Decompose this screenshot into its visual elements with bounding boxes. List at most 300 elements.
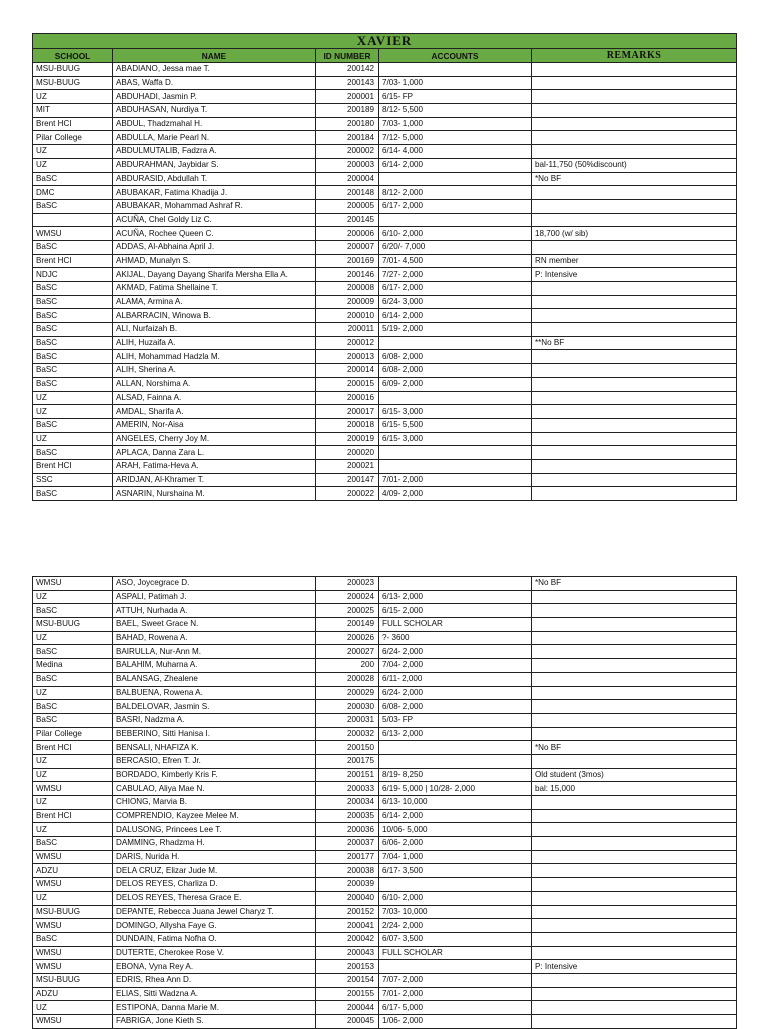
table-row [33,186,737,200]
cell-id: 200169 [316,254,379,268]
cell-accounts: 6/17- 5,000 [379,1001,532,1015]
cell-name: ABDUL, Thadzmahal H. [113,117,316,131]
cell-remarks [532,487,737,501]
cell-name: DELOS REYES, Theresa Grace E. [113,891,316,905]
cell-name: ACUÑA, Rochee Queen C. [113,227,316,241]
cell-accounts: 6/11- 2,000 [379,672,532,686]
cell-id: 200026 [316,631,379,645]
cell-school: BaSC [33,700,113,714]
cell-name: ABAS, Waffa D. [113,76,316,90]
cell-accounts: 6/15- 5,500 [379,418,532,432]
cell-accounts: 6/15- 3,000 [379,405,532,419]
table-row [33,391,737,405]
cell-accounts: 6/09- 2,000 [379,377,532,391]
cell-remarks [532,405,737,419]
cell-name: BAHAD, Rowena A. [113,631,316,645]
cell-remarks [532,686,737,700]
cell-accounts: 6/14- 2,000 [379,809,532,823]
cell-school: BaSC [33,377,113,391]
cell-name: ABDULLA, Marie Pearl N. [113,131,316,145]
table-row [33,227,737,241]
cell-remarks [532,282,737,296]
cell-id: 200147 [316,473,379,487]
cell-school: UZ [33,796,113,810]
cell-remarks [532,727,737,741]
cell-school: UZ [33,391,113,405]
cell-school [33,213,113,227]
cell-remarks [532,364,737,378]
cell-school: WMSU [33,850,113,864]
cell-remarks [532,350,737,364]
cell-school: ADZU [33,987,113,1001]
cell-accounts: 7/04- 2,000 [379,659,532,673]
cell-school: BaSC [33,282,113,296]
cell-id: 200017 [316,405,379,419]
cell-id: 200025 [316,604,379,618]
cell-accounts: 6/10- 2,000 [379,891,532,905]
cell-remarks [532,919,737,933]
cell-accounts: 6/14- 2,000 [379,309,532,323]
cell-name: ARAH, Fatima-Heva A. [113,459,316,473]
cell-school: BaSC [33,604,113,618]
cell-name: CHIONG, Marvia B. [113,796,316,810]
cell-remarks [532,618,737,632]
table-row [33,459,737,473]
table-row [33,905,737,919]
table-row [33,63,737,77]
cell-remarks [532,645,737,659]
cell-id: 200015 [316,377,379,391]
cell-name: BORDADO, Kimberly Kris F. [113,768,316,782]
table-row [33,90,737,104]
cell-accounts [379,459,532,473]
cell-remarks [532,659,737,673]
table-row [33,487,737,501]
cell-school: MSU-BUUG [33,905,113,919]
table-row [33,117,737,131]
cell-id: 200043 [316,946,379,960]
cell-school: WMSU [33,782,113,796]
table-row [33,282,737,296]
table-row [33,213,737,227]
cell-accounts: 7/12- 5,000 [379,131,532,145]
cell-id: 200020 [316,446,379,460]
cell-remarks [532,63,737,77]
table-row [33,659,737,673]
cell-id: 200189 [316,104,379,118]
cell-remarks [532,446,737,460]
cell-remarks [532,1015,737,1029]
cell-accounts: 6/15- 3,000 [379,432,532,446]
table-row [33,960,737,974]
student-table-2 [32,576,737,1029]
cell-accounts [379,446,532,460]
cell-remarks [532,418,737,432]
cell-id: 200021 [316,459,379,473]
cell-id: 200146 [316,268,379,282]
cell-name: AKMAD, Fatima Shellaine T. [113,282,316,296]
cell-school: BaSC [33,240,113,254]
table-row [33,850,737,864]
cell-school: Medina [33,659,113,673]
cell-id: 200177 [316,850,379,864]
cell-remarks: P: Intensive [532,960,737,974]
table-row [33,604,737,618]
cell-school: Brent HCI [33,117,113,131]
table-row [33,577,737,591]
table-2-body [33,577,737,1029]
cell-name: ALAMA, Armina A. [113,295,316,309]
cell-accounts: 6/17- 2,000 [379,282,532,296]
cell-school: SSC [33,473,113,487]
cell-accounts: 7/27- 2,000 [379,268,532,282]
cell-accounts: 6/13- 10,000 [379,796,532,810]
header-remarks: REMARKS [532,49,737,63]
cell-name: EDRIS, Rhea Ann D. [113,973,316,987]
cell-accounts: FULL SCHOLAR [379,946,532,960]
table-1-body [33,63,737,501]
cell-school: Pilar College [33,727,113,741]
cell-remarks [532,1001,737,1015]
cell-id: 200038 [316,864,379,878]
cell-remarks [532,323,737,337]
cell-school: MSU-BUUG [33,618,113,632]
cell-id: 200010 [316,309,379,323]
cell-school: WMSU [33,960,113,974]
cell-accounts: 6/17- 3,500 [379,864,532,878]
cell-id: 200031 [316,713,379,727]
cell-accounts [379,213,532,227]
cell-id: 200018 [316,418,379,432]
cell-name: ATTUH, Nurhada A. [113,604,316,618]
table-row [33,323,737,337]
cell-remarks [532,809,737,823]
cell-id: 200027 [316,645,379,659]
cell-id: 200151 [316,768,379,782]
cell-school: Brent HCI [33,741,113,755]
cell-id: 200029 [316,686,379,700]
cell-name: AHMAD, Munalyn S. [113,254,316,268]
table-row [33,837,737,851]
cell-name: ALSAD, Fainna A. [113,391,316,405]
cell-school: Brent HCI [33,809,113,823]
cell-accounts [379,960,532,974]
cell-id: 200034 [316,796,379,810]
cell-id: 200145 [316,213,379,227]
cell-name: ESTIPONA, Danna Marie M. [113,1001,316,1015]
cell-accounts: 6/13- 2,000 [379,727,532,741]
table-row [33,796,737,810]
cell-accounts [379,172,532,186]
cell-remarks: bal-11,750 (50%discount) [532,158,737,172]
cell-accounts [379,391,532,405]
cell-accounts: 6/17- 2,000 [379,199,532,213]
cell-school: BaSC [33,350,113,364]
cell-remarks [532,459,737,473]
cell-remarks [532,891,737,905]
cell-school: BaSC [33,837,113,851]
cell-remarks [532,473,737,487]
cell-remarks: 18,700 (w/ sib) [532,227,737,241]
cell-school: MSU-BUUG [33,973,113,987]
cell-school: Brent HCI [33,459,113,473]
cell-name: ABDUHASAN, Nurdiya T. [113,104,316,118]
cell-id: 200175 [316,754,379,768]
cell-id: 200028 [316,672,379,686]
cell-school: WMSU [33,227,113,241]
cell-school: WMSU [33,577,113,591]
cell-name: FABRIGA, Jone Kieth S. [113,1015,316,1029]
cell-id: 200014 [316,364,379,378]
table-row [33,364,737,378]
cell-name: ABADIANO, Jessa mae T. [113,63,316,77]
cell-name: ABDURASID, Abdullah T. [113,172,316,186]
cell-school: BaSC [33,336,113,350]
cell-id: 200153 [316,960,379,974]
cell-id: 200022 [316,487,379,501]
cell-school: WMSU [33,878,113,892]
table-row [33,418,737,432]
cell-name: ANGELES, Cherry Joy M. [113,432,316,446]
table-row [33,240,737,254]
cell-id: 200042 [316,932,379,946]
cell-accounts [379,741,532,755]
cell-school: ADZU [33,864,113,878]
cell-school: UZ [33,768,113,782]
header-row [33,49,737,63]
cell-id: 200013 [316,350,379,364]
cell-remarks [532,295,737,309]
table-row [33,1015,737,1029]
cell-remarks [532,186,737,200]
cell-school: UZ [33,90,113,104]
cell-remarks: *No BF [532,577,737,591]
cell-remarks: Old student (3mos) [532,768,737,782]
cell-name: ELIAS, Sitti Wadzna A. [113,987,316,1001]
cell-name: ARIDJAN, Al-Khramer T. [113,473,316,487]
cell-name: ASNARIN, Nurshaina M. [113,487,316,501]
cell-school: BaSC [33,672,113,686]
table-row [33,131,737,145]
cell-accounts: 6/24- 2,000 [379,645,532,659]
table-row [33,672,737,686]
cell-accounts: 6/08- 2,000 [379,350,532,364]
table-row [33,145,737,159]
cell-name: AMDAL, Sharifa A. [113,405,316,419]
cell-id: 200033 [316,782,379,796]
cell-remarks [532,754,737,768]
cell-school: NDJC [33,268,113,282]
table-row [33,590,737,604]
table-row [33,199,737,213]
cell-school: UZ [33,891,113,905]
table-row [33,158,737,172]
cell-id: 200143 [316,76,379,90]
cell-accounts: ?- 3600 [379,631,532,645]
table-row [33,919,737,933]
cell-school: WMSU [33,1015,113,1029]
cell-remarks: P: Intensive [532,268,737,282]
cell-school: MIT [33,104,113,118]
student-table-1 [32,33,737,501]
cell-school: BaSC [33,932,113,946]
cell-remarks [532,145,737,159]
cell-accounts: 6/14- 4,000 [379,145,532,159]
cell-school: UZ [33,158,113,172]
cell-id: 200152 [316,905,379,919]
cell-id: 200184 [316,131,379,145]
cell-remarks [532,76,737,90]
table-row [33,878,737,892]
cell-accounts: 7/04- 1,000 [379,850,532,864]
cell-name: BAEL, Sweet Grace N. [113,618,316,632]
table-row [33,973,737,987]
cell-id: 200148 [316,186,379,200]
table-row [33,741,737,755]
cell-accounts: 6/10- 2,000 [379,227,532,241]
cell-name: DARIS, Nurida H. [113,850,316,864]
cell-name: ASO, Joycegrace D. [113,577,316,591]
cell-accounts: 6/14- 2,000 [379,158,532,172]
cell-id: 200 [316,659,379,673]
cell-remarks [532,878,737,892]
table-row [33,350,737,364]
table-row [33,946,737,960]
table-row [33,295,737,309]
cell-name: BALDELOVAR, Jasmin S. [113,700,316,714]
cell-remarks [532,837,737,851]
cell-remarks [532,213,737,227]
cell-remarks: bal: 15,000 [532,782,737,796]
cell-id: 200041 [316,919,379,933]
cell-id: 200024 [316,590,379,604]
cell-accounts: 7/03- 10,000 [379,905,532,919]
cell-school: UZ [33,1001,113,1015]
table-row [33,268,737,282]
table-row [33,254,737,268]
cell-school: UZ [33,432,113,446]
cell-name: ABDURAHMAN, Jaybidar S. [113,158,316,172]
table-row [33,713,737,727]
cell-name: BALBUENA, Rowena A. [113,686,316,700]
cell-school: UZ [33,686,113,700]
cell-accounts [379,754,532,768]
cell-school: Pilar College [33,131,113,145]
cell-remarks [532,377,737,391]
cell-name: DALUSONG, Princees Lee T. [113,823,316,837]
table-row [33,864,737,878]
cell-id: 200039 [316,878,379,892]
cell-name: DOMINGO, Allysha Faye G. [113,919,316,933]
cell-school: BaSC [33,309,113,323]
cell-school: BaSC [33,487,113,501]
cell-accounts: 5/19- 2,000 [379,323,532,337]
cell-name: EBONA, Vyna Rey A. [113,960,316,974]
cell-remarks [532,946,737,960]
cell-remarks [532,796,737,810]
cell-accounts: 6/13- 2,000 [379,590,532,604]
cell-accounts: 2/24- 2,000 [379,919,532,933]
header-name: NAME [113,49,316,63]
cell-accounts: 7/01- 4,500 [379,254,532,268]
cell-school: UZ [33,823,113,837]
cell-name: COMPRENDIO, Kayzee Melee M. [113,809,316,823]
cell-accounts: 10/06- 5,000 [379,823,532,837]
cell-accounts: 1/06- 2,000 [379,1015,532,1029]
table-row [33,172,737,186]
table-row [33,1001,737,1015]
cell-id: 200012 [316,336,379,350]
header-accounts: ACCOUNTS [379,49,532,63]
cell-school: BaSC [33,172,113,186]
cell-remarks [532,973,737,987]
cell-accounts [379,63,532,77]
table-row [33,727,737,741]
cell-accounts: 6/07- 3,500 [379,932,532,946]
table-row [33,76,737,90]
cell-name: BAIRULLA, Nur-Ann M. [113,645,316,659]
cell-accounts: 6/19- 5,000 | 10/28- 2,000 [379,782,532,796]
cell-school: WMSU [33,946,113,960]
cell-remarks [532,432,737,446]
cell-remarks: *No BF [532,172,737,186]
table-row [33,645,737,659]
cell-id: 200009 [316,295,379,309]
cell-id: 200008 [316,282,379,296]
cell-name: ABDUHADI, Jasmin P. [113,90,316,104]
cell-remarks [532,864,737,878]
table-row [33,932,737,946]
cell-school: BaSC [33,364,113,378]
cell-name: BALANSAG, Zhealene [113,672,316,686]
table-row [33,686,737,700]
cell-name: BEBERINO, Sitti Hanisa I. [113,727,316,741]
cell-name: DAMMING, Rhadzma H. [113,837,316,851]
table-row [33,809,737,823]
cell-school: MSU-BUUG [33,76,113,90]
cell-id: 200035 [316,809,379,823]
cell-name: DELOS REYES, Charliza D. [113,878,316,892]
table-row [33,768,737,782]
cell-name: ALIH, Huzaifa A. [113,336,316,350]
cell-id: 200011 [316,323,379,337]
cell-id: 200044 [316,1001,379,1015]
cell-name: CABULAO, Aliya Mae N. [113,782,316,796]
cell-accounts: 7/01- 2,000 [379,473,532,487]
cell-school: UZ [33,590,113,604]
table-row [33,782,737,796]
cell-id: 200149 [316,618,379,632]
table-row [33,377,737,391]
cell-remarks [532,672,737,686]
cell-accounts: 8/12- 2,000 [379,186,532,200]
cell-name: ALLAN, Norshima A. [113,377,316,391]
cell-remarks [532,90,737,104]
cell-accounts: 6/08- 2,000 [379,700,532,714]
cell-id: 200002 [316,145,379,159]
cell-school: WMSU [33,919,113,933]
cell-name: DEPANTE, Rebecca Juana Jewel Charyz T. [113,905,316,919]
cell-id: 200019 [316,432,379,446]
cell-id: 200150 [316,741,379,755]
cell-school: Brent HCI [33,254,113,268]
cell-id: 200037 [316,837,379,851]
cell-remarks [532,932,737,946]
cell-name: BERCASIO, Efren T. Jr. [113,754,316,768]
table-row [33,104,737,118]
cell-id: 200036 [316,823,379,837]
cell-remarks [532,850,737,864]
